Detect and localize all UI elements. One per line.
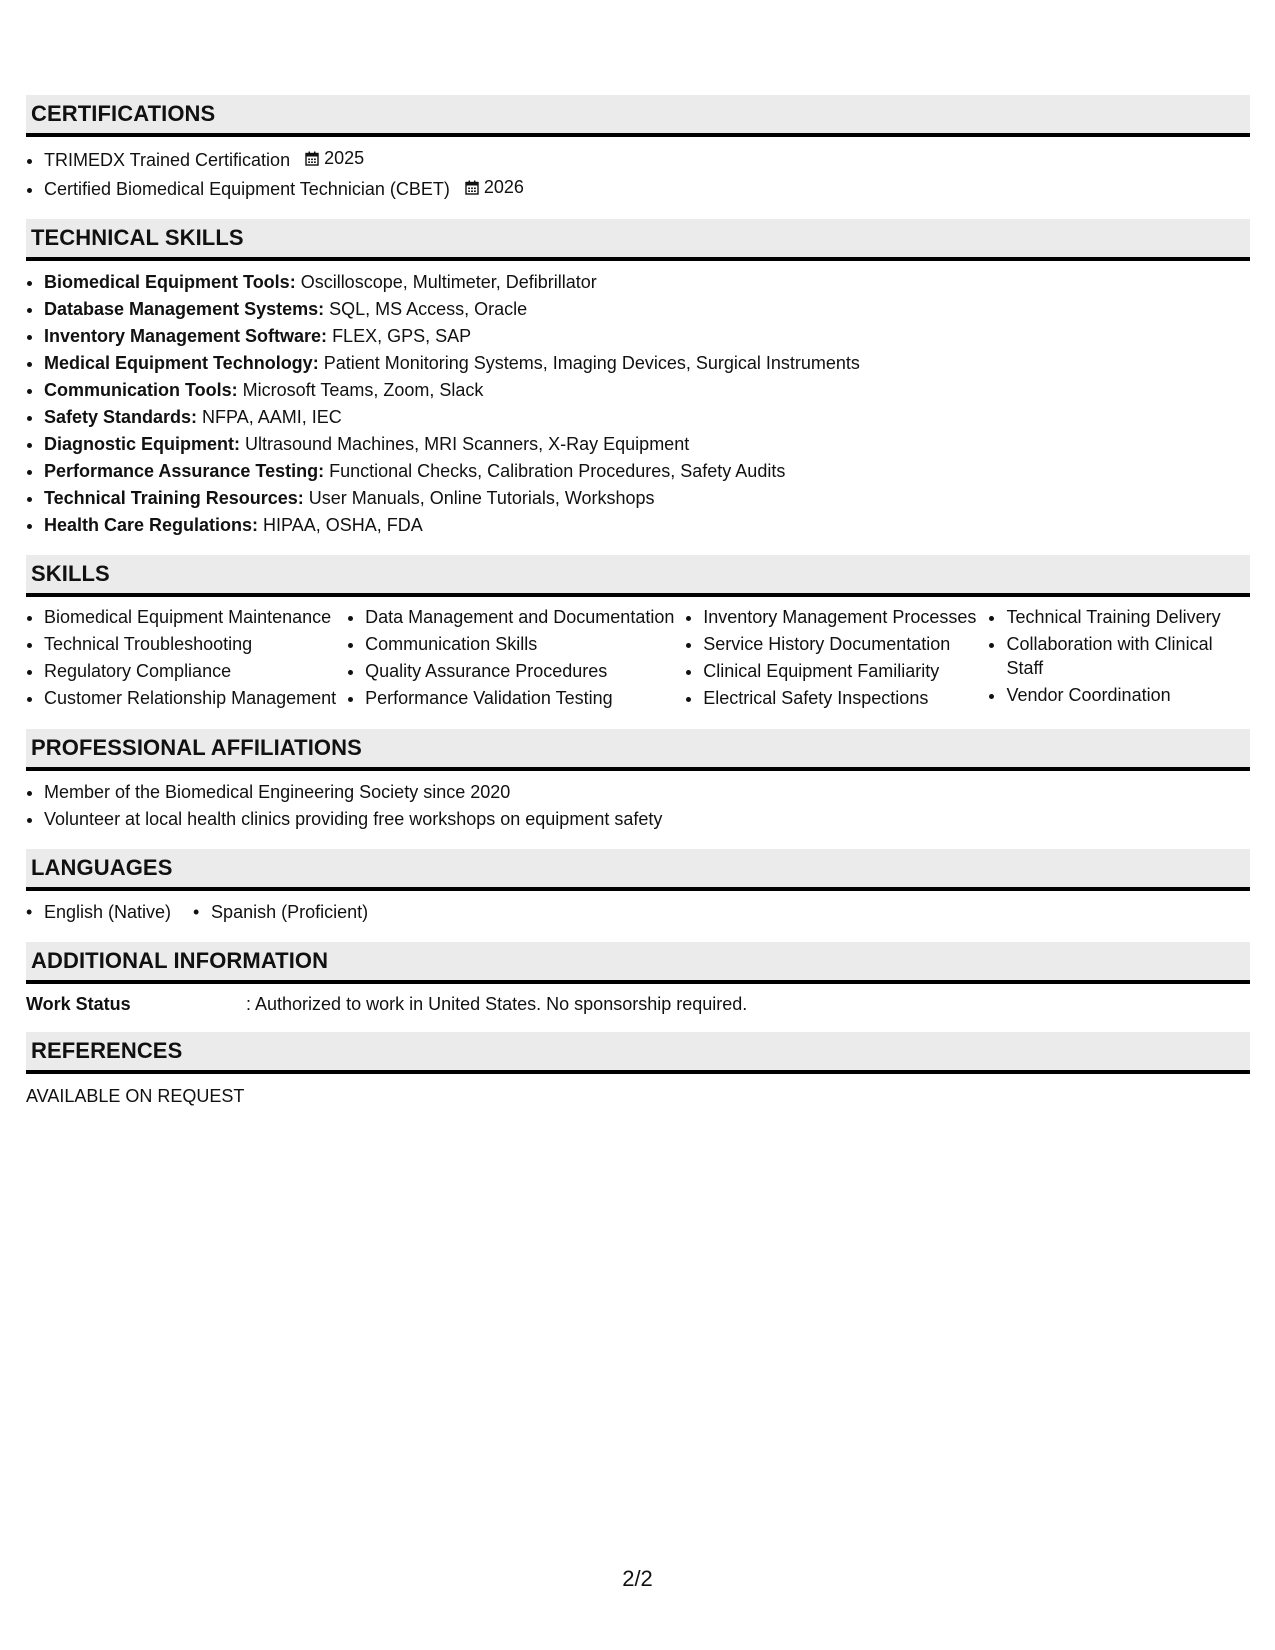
technical-skill-item [44,296,1250,323]
section-title: TECHNICAL SKILLS [31,225,244,250]
skill-label: Communication Tools: [44,380,238,400]
skills-header [26,555,1250,597]
skill-label: Medical Equipment Technology: [44,353,319,373]
certification-name: TRIMEDX Trained Certification [44,150,291,170]
technical-skill-item [44,350,1250,377]
section-title: PROFESSIONAL AFFILIATIONS [31,735,362,760]
page-number: 2/2 [622,1566,653,1591]
references-text: AVAILABLE ON REQUEST [26,1086,245,1106]
skill-label: Inventory Management Software: [44,326,328,346]
calendar-icon [305,151,319,166]
skill-item: • Electrical Safety Inspections [703,686,988,710]
skill-label: Performance Assurance Testing: [44,461,325,481]
references-section [26,1032,1250,1108]
certification-date [305,145,364,172]
certifications-list [26,145,1250,203]
additional-info-header [26,942,1250,984]
section-title: ADDITIONAL INFORMATION [31,948,329,973]
affiliation-item: • Volunteer at local health clinics providing free workshops on equipment safety [44,806,1250,833]
work-status-label: Work Status [26,994,131,1014]
skill-item: • Technical Training Delivery [1006,605,1250,629]
section-title: SKILLS [31,561,110,586]
skill-item: • Collaboration with Clinical Staff [1006,632,1250,680]
language-item: • Spanish (Proficient) [193,899,368,926]
technical-skill-item [44,377,1250,404]
skill-item: • Quality Assurance Procedures [365,659,685,683]
certifications-section [26,95,1250,203]
skill-value: Functional Checks, Calibration Procedures, Safety Audits [324,461,786,481]
certification-item [44,174,1250,203]
skill-value: HIPAA, OSHA, FDA [258,515,423,535]
skill-label: Biomedical Equipment Tools: [44,272,296,292]
skill-label: Diagnostic Equipment: [44,434,241,454]
technical-skills-header [26,219,1250,261]
certifications-header [26,95,1250,137]
languages-header [26,849,1250,891]
resume-content [26,95,1250,1124]
skill-value: Microsoft Teams, Zoom, Slack [237,380,484,400]
references-header [26,1032,1250,1074]
skill-item: • Clinical Equipment Familiarity [703,659,988,683]
technical-skill-item [44,404,1250,431]
skill-value: Oscilloscope, Multimeter, Defibrillator [295,272,597,292]
skills-column [685,605,988,713]
skill-value: SQL, MS Access, Oracle [324,299,528,319]
certification-year: 2025 [324,148,365,168]
skill-item: • Customer Relationship Management [44,686,347,710]
skill-value: FLEX, GPS, SAP [327,326,472,346]
work-status-row [26,992,1250,1016]
skill-item: • Communication Skills [365,632,685,656]
affiliations-section [26,729,1250,833]
work-status-value: : Authorized to work in United States. No sponsorship required. [246,994,748,1014]
certification-item [44,145,1250,174]
additional-info-section [26,942,1250,1016]
language-item: • English (Native) [26,899,171,926]
section-title: REFERENCES [31,1038,183,1063]
technical-skill-item [44,323,1250,350]
skill-item: • Inventory Management Processes [703,605,988,629]
skill-value: Ultrasound Machines, MRI Scanners, X-Ray Equipment [240,434,690,454]
skill-value: Patient Monitoring Systems, Imaging Devices, Surgical Instruments [318,353,860,373]
certification-date [465,174,524,201]
affiliations-header [26,729,1250,771]
skills-section [26,555,1250,713]
skill-value: User Manuals, Online Tutorials, Workshops [303,488,655,508]
skills-column [347,605,685,713]
skill-label: Safety Standards: [44,407,198,427]
section-title: CERTIFICATIONS [31,101,216,126]
technical-skill-item [44,485,1250,512]
technical-skill-item [44,431,1250,458]
skill-label: Health Care Regulations: [44,515,259,535]
certification-name: Certified Biomedical Equipment Technician (CBET) [44,179,450,199]
languages-section [26,849,1250,926]
skill-item: • Biomedical Equipment Maintenance [44,605,347,629]
skill-item: • Regulatory Compliance [44,659,347,683]
technical-skill-item [44,512,1250,539]
certification-year: 2026 [483,177,524,197]
skill-item: • Data Management and Documentation [365,605,685,629]
technical-skill-item [44,458,1250,485]
skill-value: NFPA, AAMI, IEC [197,407,342,427]
affiliation-item: • Member of the Biomedical Engineering Society since 2020 [44,779,1250,806]
languages-list [26,899,1250,926]
skill-label: Database Management Systems: [44,299,325,319]
skills-column [26,605,347,713]
technical-skill-item [44,269,1250,296]
technical-skills-section [26,219,1250,539]
skill-item: • Performance Validation Testing [365,686,685,710]
calendar-icon [465,180,479,195]
skill-item: • Vendor Coordination [1006,683,1250,707]
affiliations-list [26,779,1250,833]
skill-item: • Service History Documentation [703,632,988,656]
skills-column [988,605,1250,713]
skill-label: Technical Training Resources: [44,488,304,508]
skills-grid [26,605,1250,713]
technical-skills-list [26,269,1250,539]
section-title: LANGUAGES [31,855,173,880]
skill-item: • Technical Troubleshooting [44,632,347,656]
